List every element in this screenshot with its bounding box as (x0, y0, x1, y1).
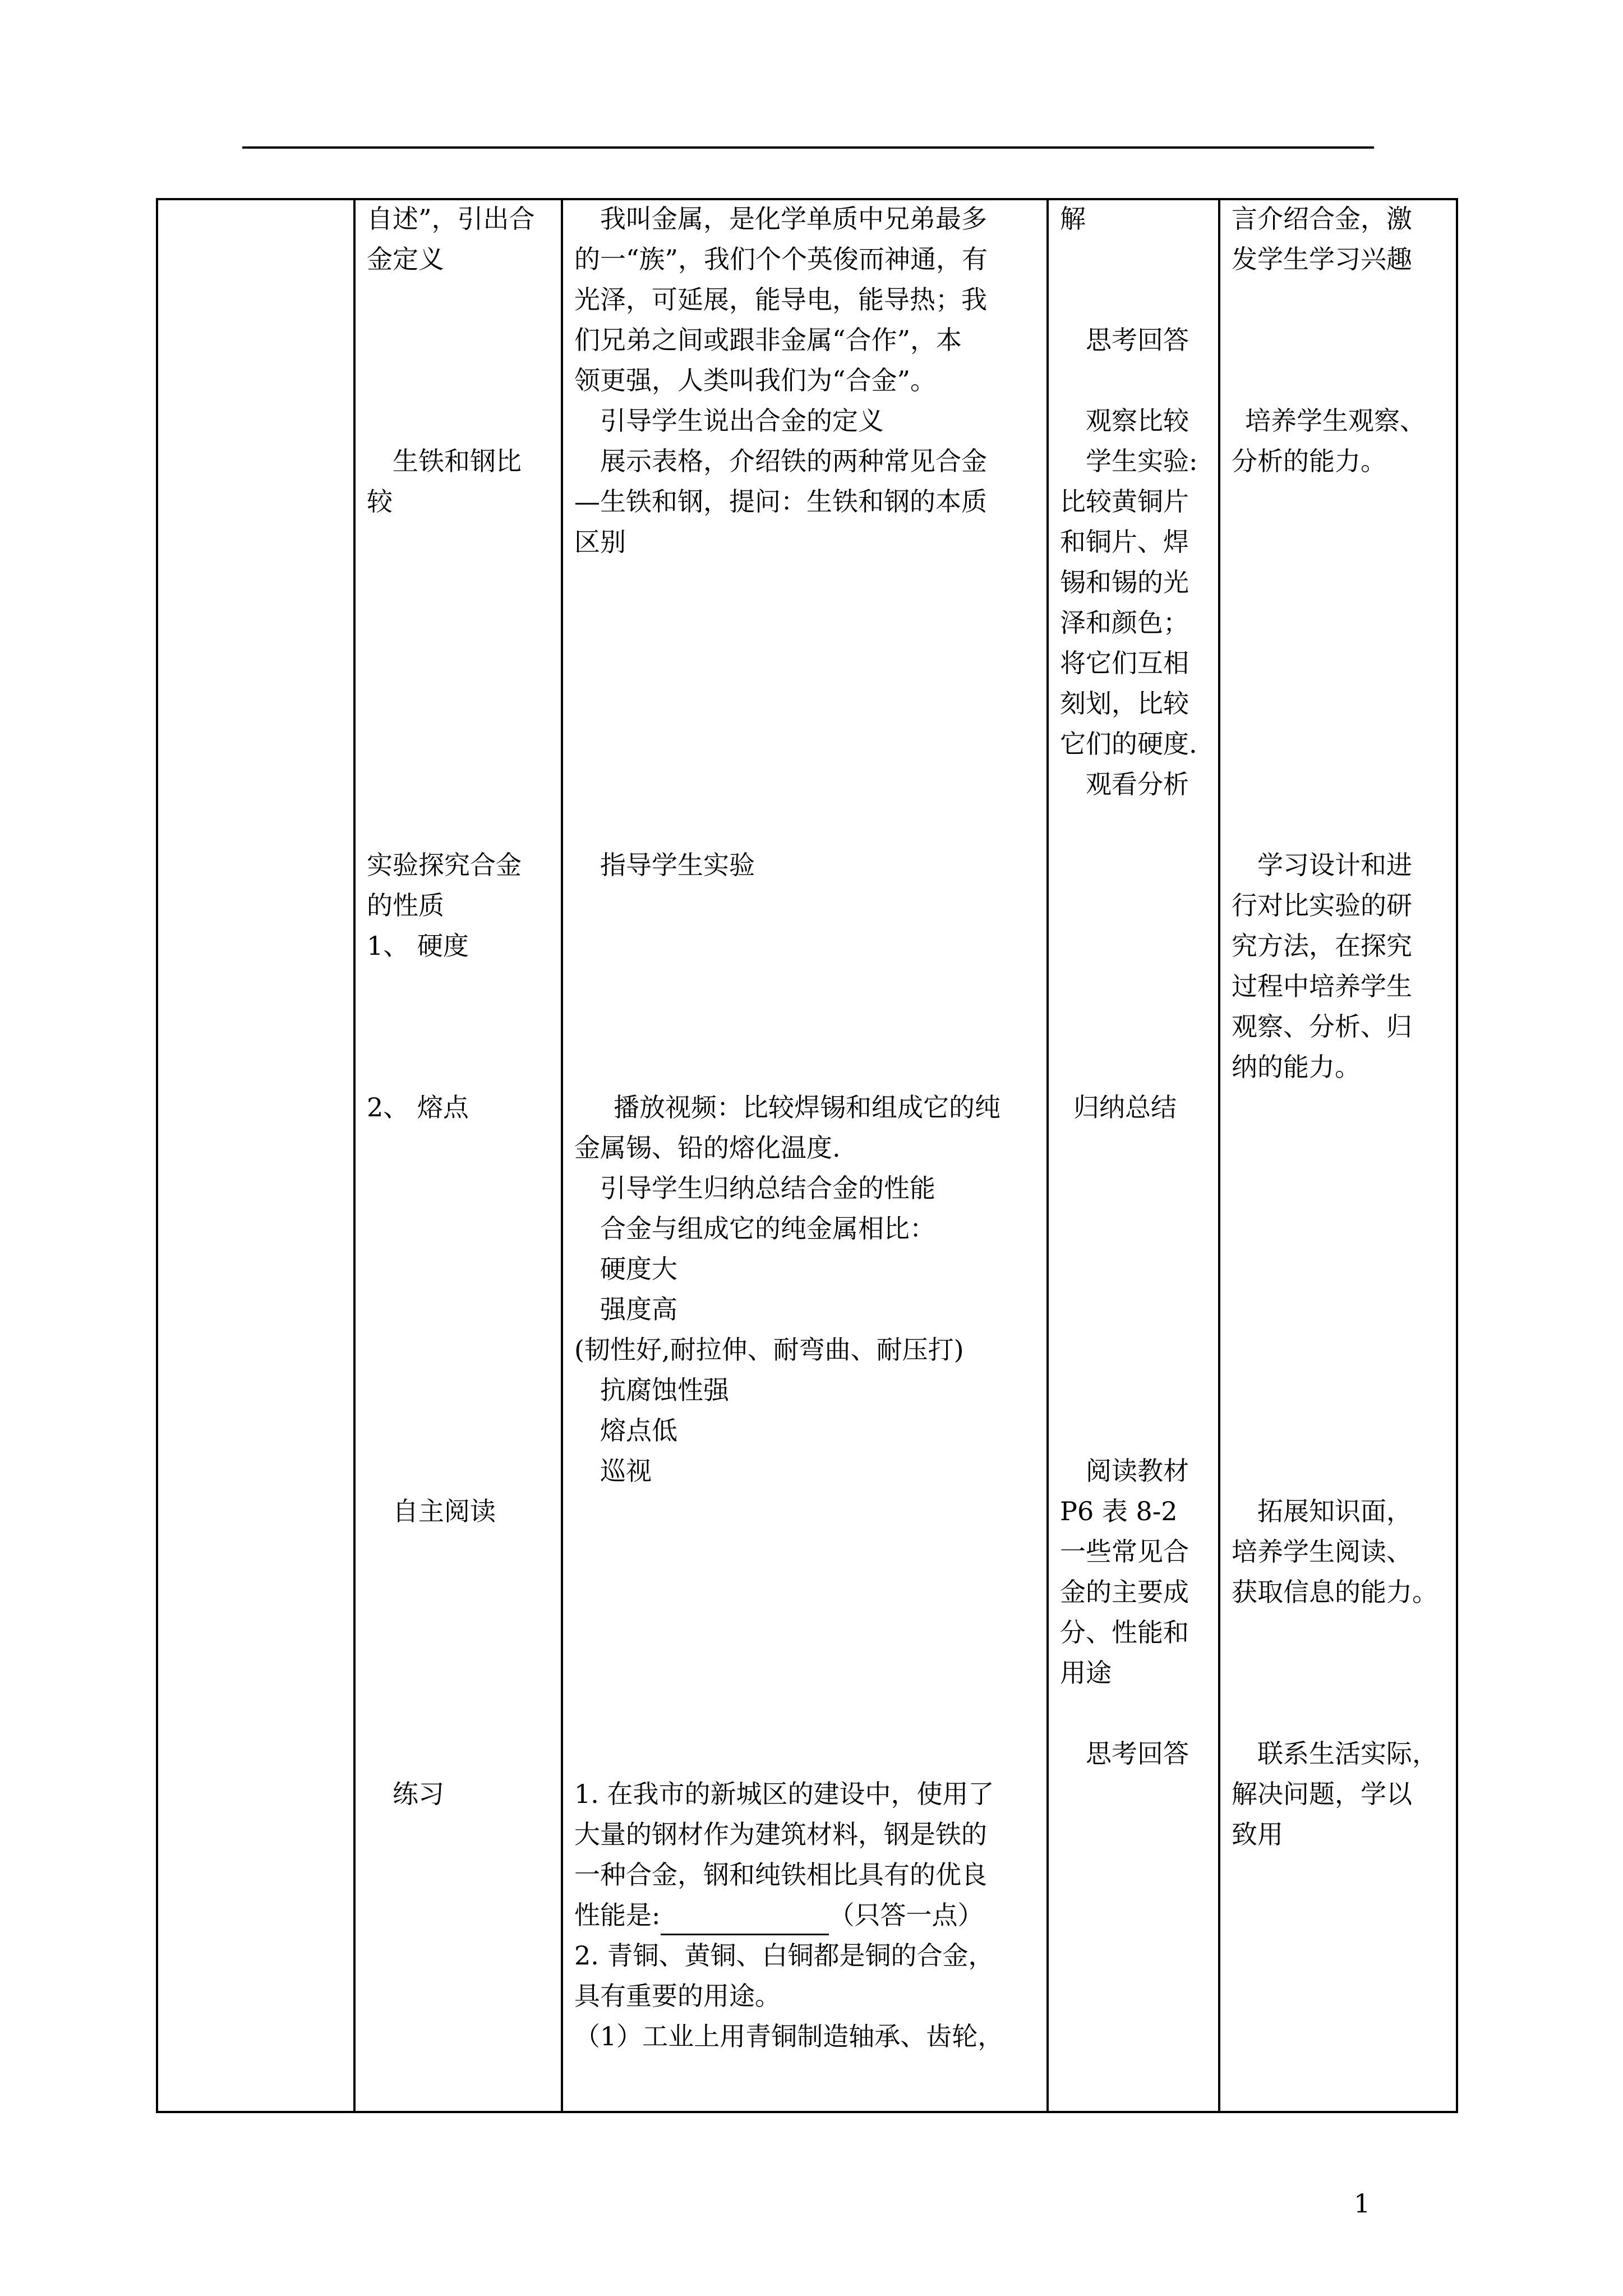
answer-blank (661, 1904, 829, 1935)
intent-intro: 言介绍合金，激 发学生学习兴趣 (1232, 204, 1412, 274)
student-think-2: 思考回答 (1086, 1738, 1189, 1769)
intent-design: 学习设计和进 行对比实验的研 究方法，在探究 过程中培养学生 观察、分析、归 纳的能力。 (1232, 850, 1412, 1082)
column-divider (561, 200, 563, 2111)
intent-life: 联系生活实际， 解决问题，学以 致用 (1232, 1738, 1438, 1849)
teacher-guide-experiment: 指导学生实验 (600, 850, 755, 880)
stage-melting: 2、 熔点 (367, 1092, 469, 1122)
student-jie: 解 (1060, 204, 1086, 234)
teacher-activities: 我叫金属，是化学单质中兄弟最多 的一“族”，我们个个英俊而神通，有 光泽，可延展，能导电，能导热；我 们兄弟之间或跟非金属“合作”，本 领更强，人类叫我们为“合金”。 引导学生说出合金的定义 展示表格，介绍铁的两种常见合金 —生铁和钢，提问：生铁和钢的本质 区别 (574, 204, 988, 557)
stage-reading: 自主阅读 (393, 1496, 496, 1526)
question-1-answer-line: 性能是: （只答一点） (574, 1895, 1003, 1935)
student-activities: 思考回答 观察比较 学生实验: 比较黄铜片 和铜片、焊 锡和锡的光 泽和颜色； 将它们互相 刻划，比较 它们的硬度. 观看分析 (1060, 325, 1198, 799)
stage-practice: 练习 (393, 1779, 444, 1809)
column-divider (1046, 200, 1049, 2111)
page-number: 1 (1354, 2188, 1371, 2219)
column-divider (1218, 200, 1220, 2111)
student-reading: 阅读教材 P6 表 8-2 一些常见合 金的主要成 分、性能和 用途 (1060, 1456, 1189, 1688)
exercise-questions: 1. 在我市的新城区的建设中，使用了 大量的钢材作为建筑材料，钢是铁的 一种合金，钢和纯铁相比具有的优良 性能是: （只答一点） 2. 青铜、黄铜、白铜都是铜的合金， 具有重要的用途。 （1）工业上用青铜制造轴承、齿轮， (574, 1779, 1004, 2051)
stage-iron-steel: 生铁和钢比 较 (367, 446, 522, 517)
column-divider (353, 200, 356, 2111)
intent-extend: 拓展知识面， 培养学生阅读、 获取信息的能力。 (1232, 1496, 1438, 1607)
stage-intro: 自述”，引出合 金定义 (367, 204, 535, 274)
stage-explore: 实验探究合金 的性质 1、 硬度 (367, 850, 522, 961)
header-rule (242, 146, 1374, 149)
teacher-video-summary: 播放视频：比较焊锡和组成它的纯 金属锡、铅的熔化温度. 引导学生归纳总结合金的性能 合金与组成它的纯金属相比： 硬度大 强度高 (韧性好,耐拉伸、耐弯曲、耐压打) 抗腐蚀性强 熔点低 巡视 (574, 1092, 1000, 1486)
intent-observe: 培养学生观察、 分析的能力。 (1232, 406, 1426, 476)
student-conclude: 归纳总结 (1073, 1092, 1177, 1122)
